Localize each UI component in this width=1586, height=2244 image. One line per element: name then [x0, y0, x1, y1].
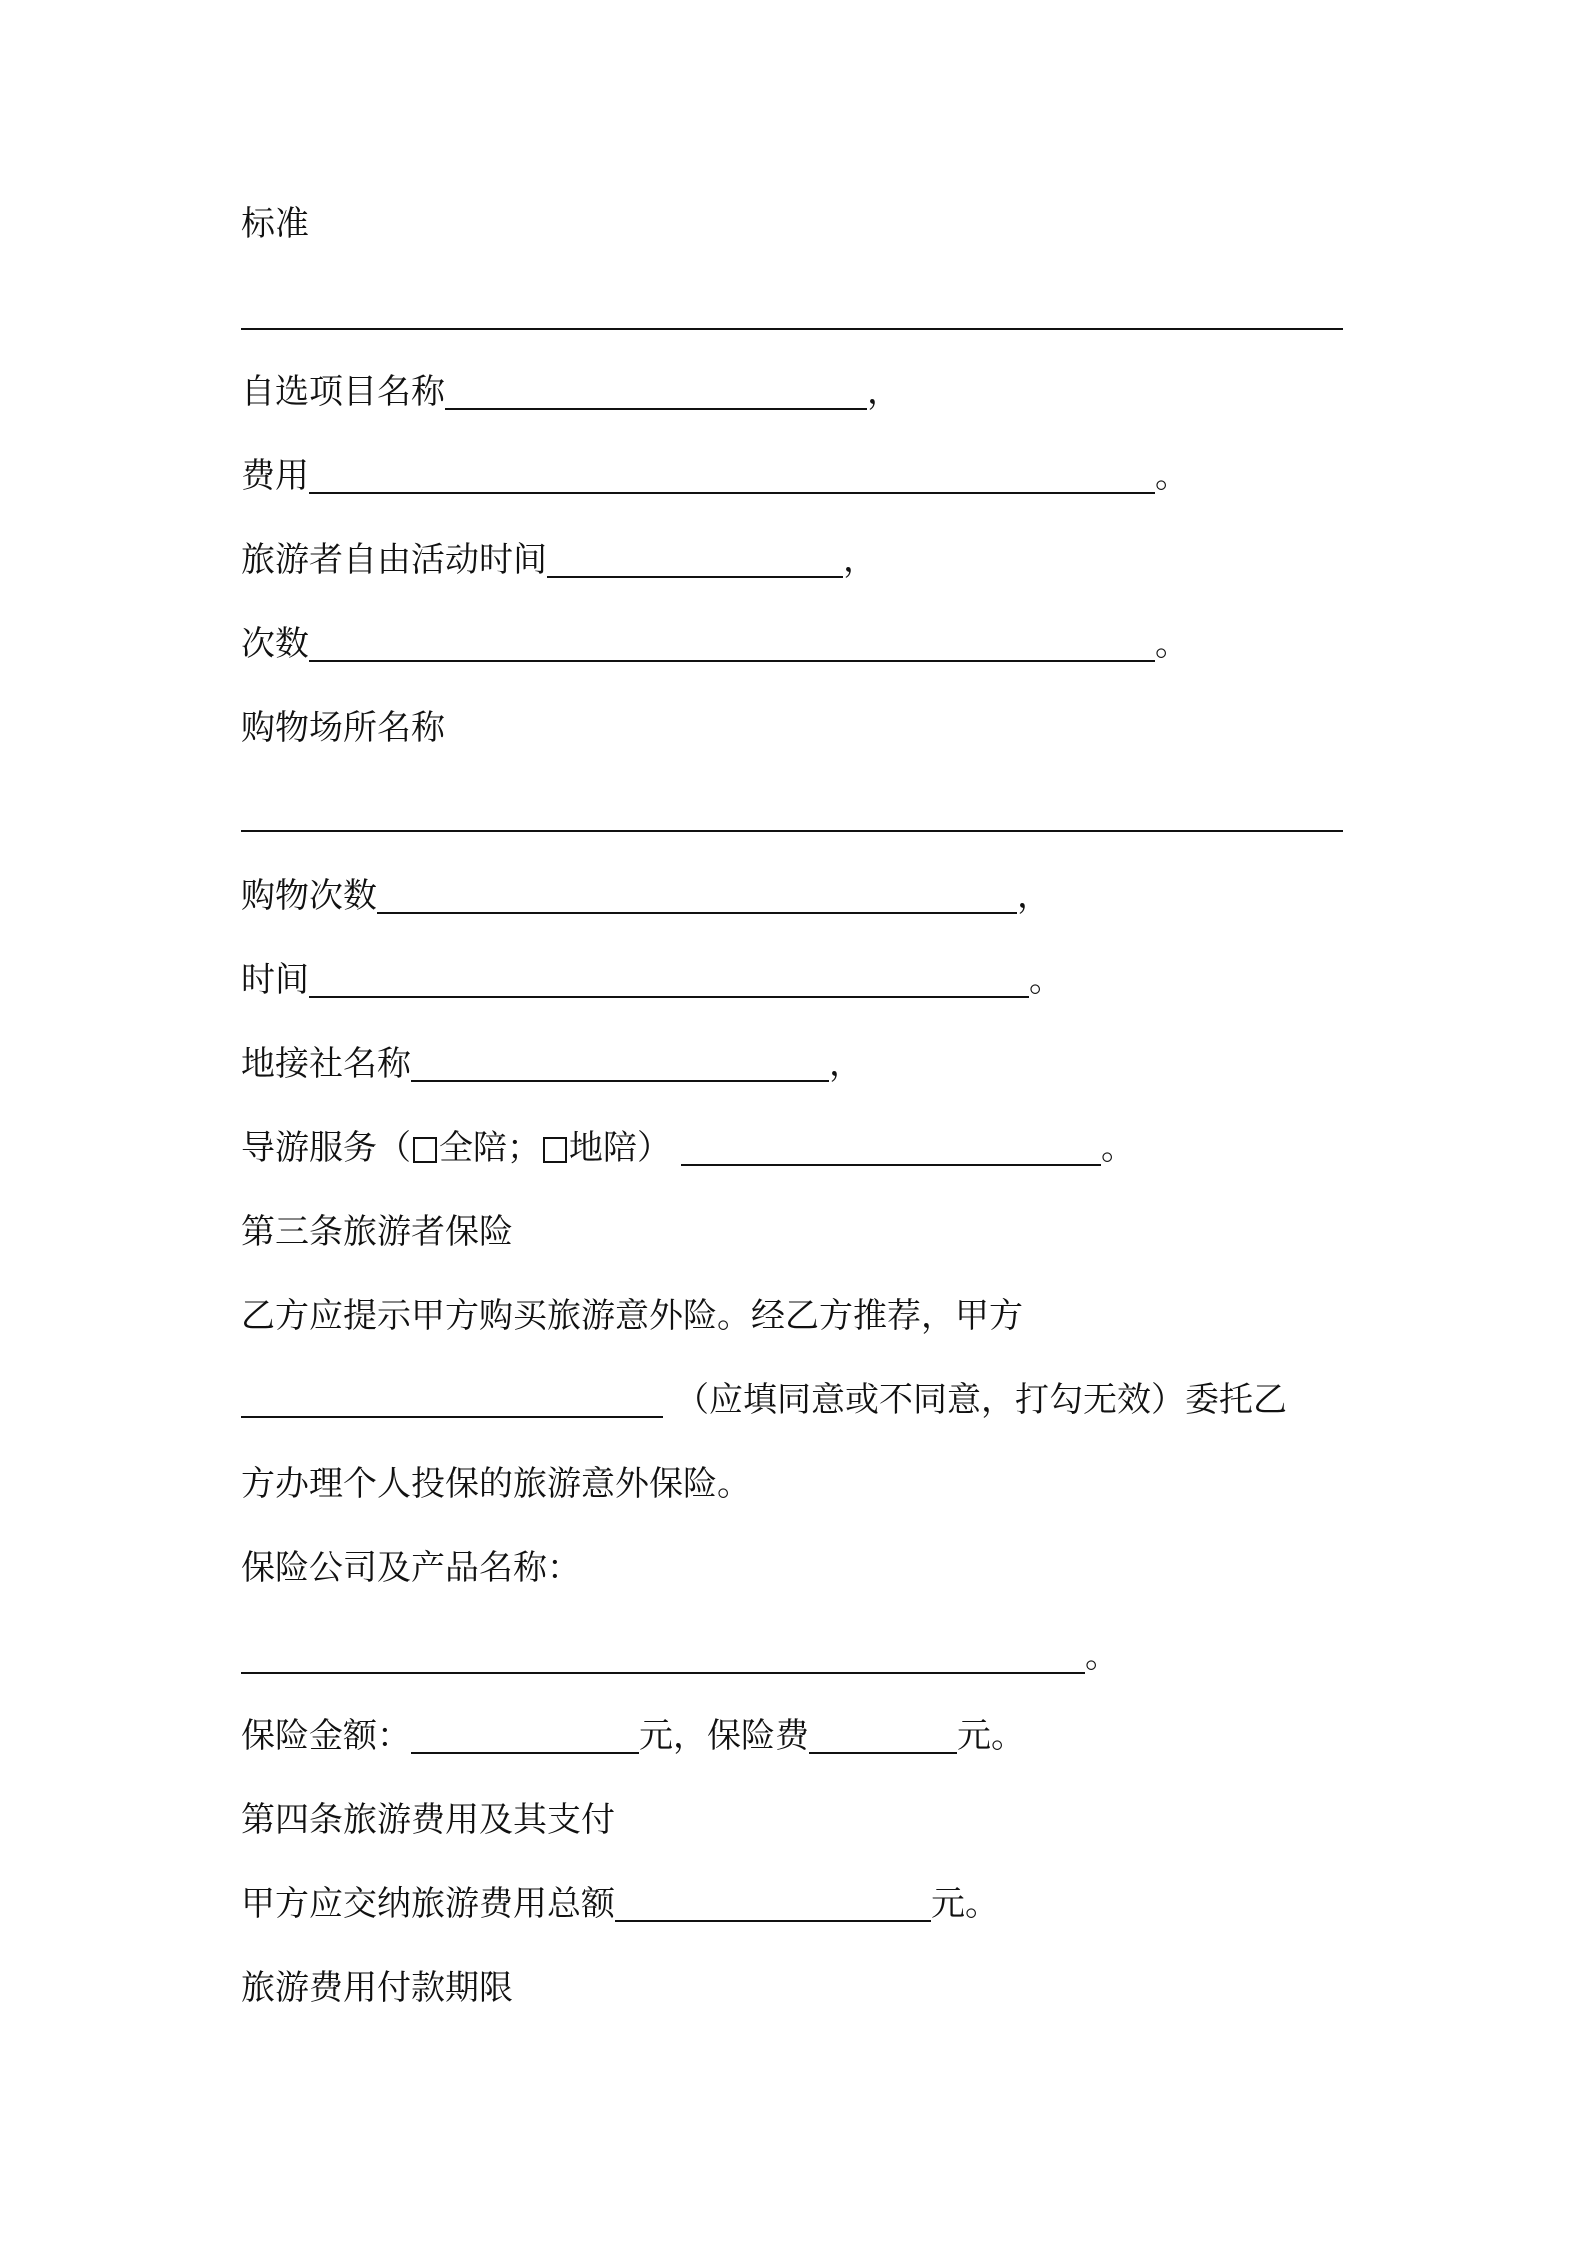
- local-escort-checkbox[interactable]: [543, 1137, 567, 1163]
- article-3-title: 第三条旅游者保险: [241, 1212, 513, 1252]
- optional-item-name-label: 自选项目名称: [241, 372, 445, 412]
- line-times: [241, 622, 1346, 666]
- full-escort-checkbox[interactable]: [413, 1137, 437, 1163]
- period: 。: [1155, 456, 1189, 496]
- line-time: [241, 958, 1346, 1002]
- payment-deadline-label: 旅游费用付款期限: [241, 1968, 513, 2008]
- line-local-agency-name: [241, 1042, 1346, 1086]
- line-article-4-title: [241, 1798, 1346, 1842]
- period: 。: [1029, 960, 1063, 1000]
- line-insurer-product-blank: [241, 1634, 1346, 1678]
- line-guide-service: [241, 1126, 1346, 1170]
- comma: ，: [1017, 876, 1051, 916]
- full-escort-label: 全陪；: [439, 1128, 541, 1168]
- comma: ，: [829, 1044, 863, 1084]
- period: 。: [1155, 624, 1189, 664]
- line-article-3-title: [241, 1210, 1346, 1254]
- period: 。: [1085, 1636, 1119, 1676]
- consent-blank[interactable]: [241, 1386, 663, 1418]
- insurance-premium-label: 元，保险费: [639, 1716, 809, 1756]
- period: 。: [1101, 1128, 1135, 1168]
- times-blank[interactable]: [309, 630, 1155, 662]
- local-agency-name-blank[interactable]: [411, 1050, 829, 1082]
- time-label: 时间: [241, 960, 309, 1000]
- line-optional-item-name: [241, 370, 1346, 414]
- standard-fill-blank[interactable]: [241, 298, 1343, 330]
- yuan-period: 元。: [931, 1884, 999, 1924]
- line-shopping-place-blank: [241, 792, 1346, 836]
- time-blank[interactable]: [309, 966, 1029, 998]
- total-fee-blank[interactable]: [615, 1890, 931, 1922]
- line-standard: [241, 202, 1346, 246]
- insurer-product-name-blank[interactable]: [241, 1642, 1085, 1674]
- line-shopping-count: [241, 874, 1346, 918]
- shopping-place-name-blank[interactable]: [241, 800, 1343, 832]
- fee-label: 费用: [241, 456, 309, 496]
- line-standard-blank: [241, 290, 1346, 334]
- line-fee: [241, 454, 1346, 498]
- local-agency-name-label: 地接社名称: [241, 1044, 411, 1084]
- free-activity-time-label: 旅游者自由活动时间: [241, 540, 547, 580]
- line-insurance-consent: [241, 1378, 1346, 1422]
- yuan-period: 元。: [957, 1716, 1025, 1756]
- line-shopping-place-name: [241, 706, 1346, 750]
- line-insurance-handling: [241, 1462, 1346, 1506]
- line-insurer-product-name: [241, 1546, 1346, 1590]
- line-total-fee: [241, 1882, 1346, 1926]
- insurance-amount-blank[interactable]: [411, 1722, 639, 1754]
- local-escort-label: 地陪）: [569, 1128, 671, 1168]
- guide-service-blank[interactable]: [681, 1134, 1101, 1166]
- optional-item-name-blank[interactable]: [445, 378, 867, 410]
- comma: ，: [867, 372, 901, 412]
- times-label: 次数: [241, 624, 309, 664]
- shopping-place-name-label: 购物场所名称: [241, 708, 445, 748]
- line-payment-deadline: [241, 1966, 1346, 2010]
- article-4-title: 第四条旅游费用及其支付: [241, 1800, 615, 1840]
- total-fee-label: 甲方应交纳旅游费用总额: [241, 1884, 615, 1924]
- consent-instruction-text: （应填同意或不同意，打勾无效）委托乙: [675, 1380, 1287, 1420]
- standard-label: 标准: [241, 204, 309, 244]
- guide-service-label: 导游服务（: [241, 1128, 411, 1168]
- line-free-activity-time: [241, 538, 1346, 582]
- fee-blank[interactable]: [309, 462, 1155, 494]
- shopping-count-label: 购物次数: [241, 876, 377, 916]
- insurer-product-name-label: 保险公司及产品名称：: [241, 1548, 581, 1588]
- insurance-prompt-text: 乙方应提示甲方购买旅游意外险。经乙方推荐，甲方: [241, 1296, 1023, 1336]
- line-insurance-prompt: [241, 1294, 1346, 1338]
- insurance-handling-text: 方办理个人投保的旅游意外保险。: [241, 1464, 751, 1504]
- line-insurance-amount: [241, 1714, 1346, 1758]
- shopping-count-blank[interactable]: [377, 882, 1017, 914]
- insurance-premium-blank[interactable]: [809, 1722, 957, 1754]
- comma: ，: [843, 540, 877, 580]
- free-activity-time-blank[interactable]: [547, 546, 843, 578]
- insurance-amount-label: 保险金额：: [241, 1716, 411, 1756]
